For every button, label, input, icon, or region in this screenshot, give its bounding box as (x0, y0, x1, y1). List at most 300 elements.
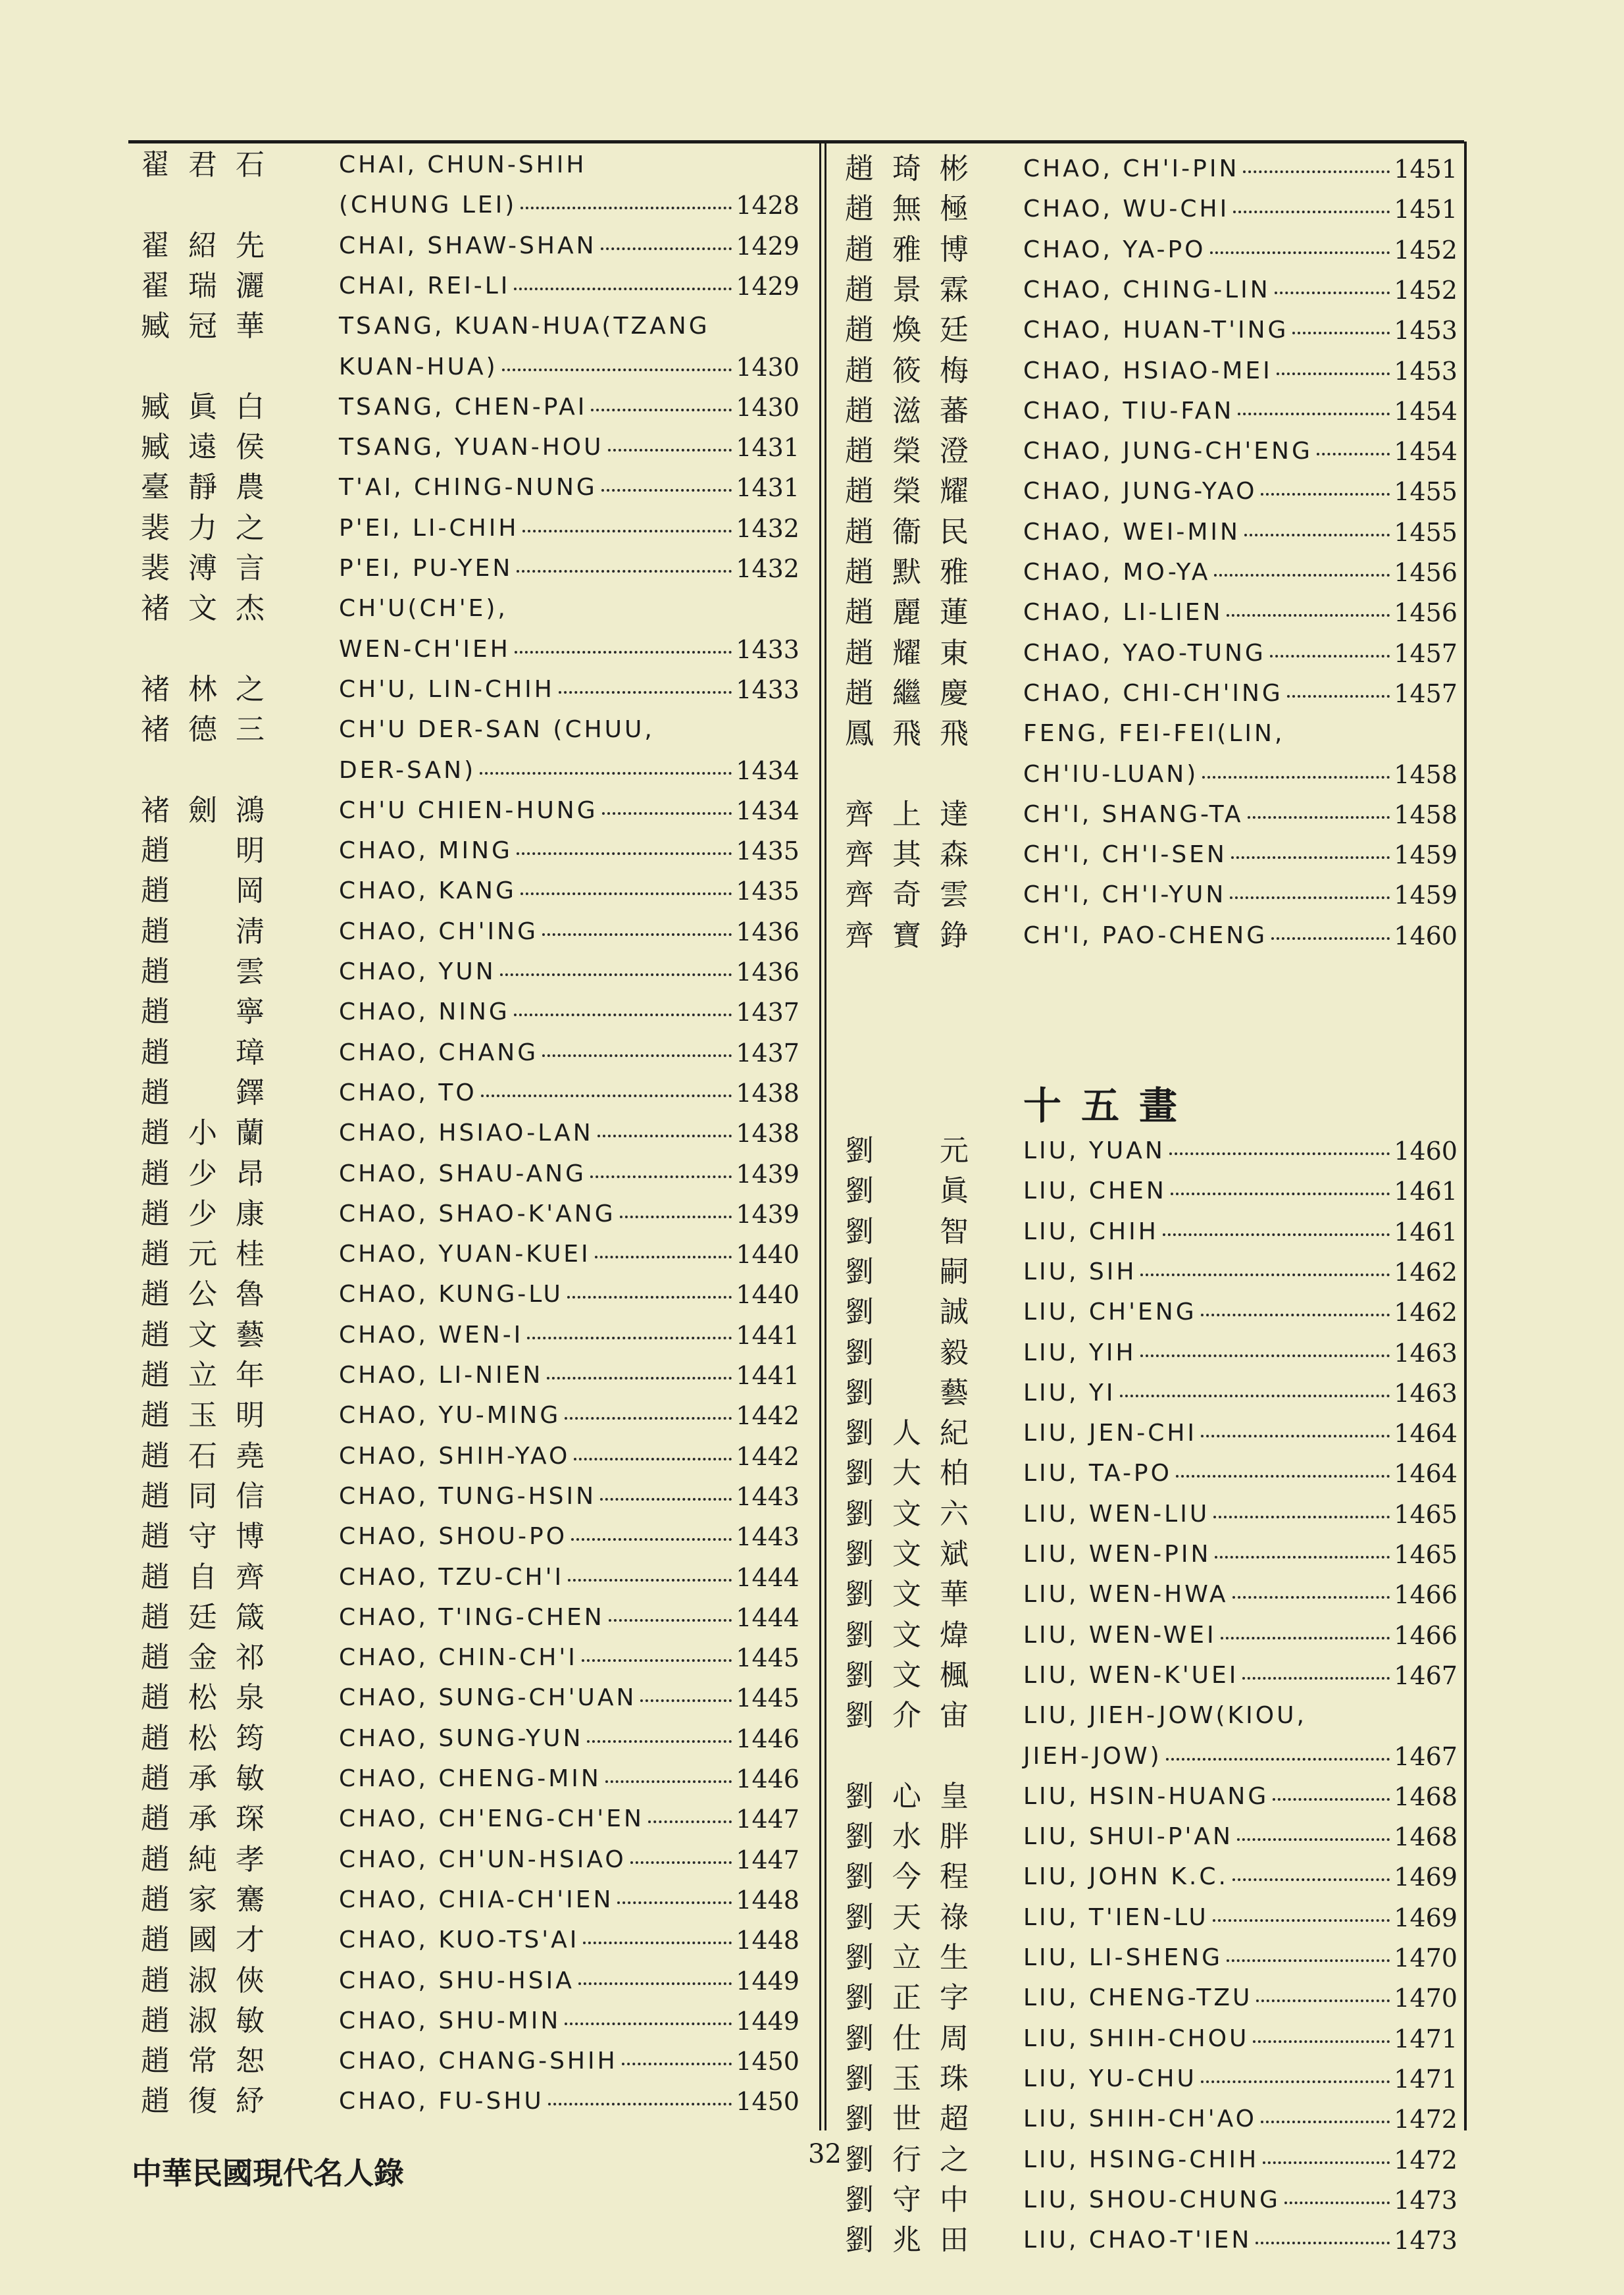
page-reference: 1436 (736, 917, 799, 946)
index-entry (832, 432, 1458, 471)
romanized-name: CHAO, LI-LIEN (1023, 599, 1223, 627)
chinese-character: 承 (188, 1802, 217, 1836)
romanized-name-line (1023, 1938, 1458, 1978)
chinese-character: 年 (236, 1358, 265, 1392)
chinese-character: 敏 (236, 2003, 265, 2038)
chinese-character: 衞 (892, 515, 921, 549)
index-entry (128, 912, 799, 952)
romanized-name: CH'IU-LUAN) (1023, 760, 1199, 788)
page-reference: 1433 (736, 675, 799, 704)
romanized-name: LIU, SHIH-CHOU (1023, 2024, 1250, 2052)
chinese-character: 劍 (188, 793, 217, 827)
chinese-character: 其 (892, 838, 921, 872)
chinese-character: 灑 (236, 269, 265, 303)
chinese-name (135, 993, 266, 1032)
romanized-name: CHAO, YAO-TUNG (1023, 639, 1266, 667)
chinese-character (890, 1212, 923, 1252)
chinese-character: 劉 (845, 2182, 874, 2217)
romanized-name: LIU, T'IEN-LU (1023, 1903, 1209, 1931)
chinese-character: 承 (188, 1762, 217, 1795)
chinese-character: 趙 (141, 1600, 170, 1634)
chinese-character: 超 (940, 2102, 969, 2136)
page-reference: 1457 (1394, 679, 1458, 708)
chinese-character: 劉 (845, 1537, 874, 1571)
index-entry (128, 428, 799, 467)
dot-leader (630, 1840, 732, 1864)
romanized-name: CH'I, SHANG-TA (1023, 800, 1244, 828)
romanized-name: CHAO, SHU-MIN (339, 2007, 561, 2034)
dot-leader (648, 1799, 732, 1823)
romanized-name-line (1023, 2221, 1458, 2260)
chinese-character: 智 (940, 1214, 969, 1249)
page-reference: 1466 (1394, 1620, 1458, 1650)
chinese-character: 翟 (141, 228, 170, 263)
index-entry (832, 875, 1458, 915)
romanized-name-line (339, 2042, 799, 2081)
chinese-character: 趙 (141, 2084, 170, 2119)
page-reference: 1430 (736, 352, 799, 382)
chinese-character: 寧 (236, 995, 265, 1029)
dot-leader (1253, 2019, 1390, 2043)
column-divider (819, 142, 826, 2130)
romanized-name-line (339, 1759, 799, 1799)
chinese-name (839, 1656, 971, 1695)
chinese-name (839, 432, 971, 471)
dot-leader (1317, 432, 1390, 455)
dot-leader (1140, 1333, 1390, 1357)
page-reference: 1469 (1394, 1863, 1458, 1892)
index-entry (832, 1777, 1458, 1817)
romanized-name: CHAO, CH'UN-HSIAO (339, 1845, 626, 1873)
chinese-character: 劉 (845, 2021, 874, 2055)
chinese-character (890, 1374, 923, 1413)
chinese-name (135, 831, 266, 871)
chinese-character: 煒 (940, 1618, 969, 1652)
page-reference: 1451 (1394, 155, 1458, 184)
page-reference: 1457 (1394, 638, 1458, 668)
romanized-name-line (339, 509, 799, 548)
chinese-character (186, 952, 219, 992)
page-reference: 1473 (1394, 2185, 1458, 2215)
index-entry (832, 1454, 1458, 1493)
chinese-character: 桂 (236, 1237, 265, 1272)
chinese-character: 天 (892, 1900, 921, 1934)
dot-leader (597, 1114, 732, 1137)
dot-leader (514, 267, 732, 290)
index-entry (128, 1316, 799, 1355)
page-reference: 1435 (736, 877, 799, 906)
page-reference: 1431 (736, 433, 799, 463)
romanized-name: CHAO, SHU-HSIA (339, 1967, 574, 1994)
page-reference: 1438 (736, 1119, 799, 1148)
chinese-character: 雲 (940, 878, 969, 912)
romanized-name: LIU, CHENG-TZU (1023, 1984, 1253, 2012)
romanized-name-line (1023, 432, 1458, 471)
index-entry (832, 593, 1458, 632)
dot-leader (517, 549, 732, 573)
chinese-character: 鴻 (236, 793, 265, 827)
index-entry (832, 2180, 1458, 2220)
page-reference: 1471 (1394, 2024, 1458, 2053)
chinese-name (839, 149, 971, 189)
romanized-name-line (1023, 1131, 1458, 1171)
index-entry (128, 1598, 799, 1637)
romanized-name-line (1023, 1252, 1458, 1292)
romanized-name: CHAO, YA-PO (1023, 236, 1206, 263)
dot-leader (567, 1275, 732, 1299)
romanized-name-line (339, 388, 799, 427)
chinese-character: 騫 (236, 1882, 265, 1917)
dot-leader (1171, 1172, 1390, 1195)
index-entry (128, 791, 799, 831)
romanized-name: CHAO, YU-MING (339, 1402, 561, 1430)
romanized-name-line (1023, 1575, 1458, 1614)
dot-leader (1231, 835, 1390, 859)
chinese-character: 臧 (141, 390, 170, 424)
dot-leader (582, 1638, 732, 1662)
romanized-name-line (339, 348, 799, 387)
chinese-name (839, 1696, 971, 1736)
index-entry (128, 1033, 799, 1073)
index-entry (128, 1275, 799, 1314)
index-entry (128, 993, 799, 1032)
romanized-name: LIU, CH'ENG (1023, 1299, 1197, 1326)
chinese-character: 行 (892, 2142, 921, 2177)
romanized-name-line (339, 1073, 799, 1113)
romanized-name: CHAO, WU-CHI (1023, 195, 1230, 223)
page-reference: 1436 (736, 958, 799, 987)
index-entry (832, 271, 1458, 310)
romanized-name-line (339, 751, 799, 790)
romanized-name: CHAO, CHIN-CH'I (339, 1644, 578, 1672)
romanized-name: LIU, JIEH-JOW(KIOU, (1023, 1702, 1307, 1730)
romanized-name-line (339, 1678, 799, 1718)
chinese-character: 小 (188, 1116, 217, 1150)
romanized-name-line (1023, 513, 1458, 552)
chinese-character: 趙 (845, 313, 874, 348)
chinese-character: 田 (940, 2223, 969, 2257)
index-entry (832, 1978, 1458, 2018)
chinese-character: 文 (892, 1658, 921, 1692)
chinese-character: 劉 (845, 1820, 874, 1854)
romanized-name-line (1023, 1374, 1458, 1413)
index-entry (128, 1235, 799, 1274)
chinese-character: 東 (940, 636, 969, 670)
chinese-name (135, 509, 266, 548)
romanized-name-line (339, 1921, 799, 1960)
chinese-name (135, 670, 266, 709)
dot-leader (517, 831, 732, 855)
chinese-name (135, 1073, 266, 1113)
chinese-character (186, 993, 219, 1032)
chinese-name (839, 1333, 971, 1373)
romanized-name: CHAO, SHIH-YAO (339, 1442, 571, 1470)
romanized-name-line (339, 1719, 799, 1759)
chinese-character: 趙 (141, 955, 170, 989)
dot-leader (622, 2042, 732, 2065)
romanized-name-line (339, 1316, 799, 1355)
page-reference: 1465 (1394, 1540, 1458, 1569)
chinese-character (890, 1333, 923, 1373)
romanized-name: CHAO, SUNG-CH'UAN (339, 1684, 637, 1712)
index-entry (832, 311, 1458, 350)
dot-leader (574, 1437, 732, 1460)
dot-leader (1256, 1978, 1390, 2002)
dot-leader (571, 1517, 732, 1541)
dot-leader (1201, 1293, 1390, 1316)
index-entry (832, 1374, 1458, 1413)
chinese-character: 趙 (141, 1197, 170, 1231)
page-reference: 1471 (1394, 2064, 1458, 2094)
chinese-character: 趙 (141, 1116, 170, 1150)
chinese-character: 水 (892, 1820, 921, 1854)
romanized-name: CHAO, JUNG-YAO (1023, 478, 1257, 505)
chinese-character: 趙 (141, 1520, 170, 1554)
romanized-name: CHAO, YUAN-KUEI (339, 1241, 591, 1268)
chinese-character (890, 1293, 923, 1332)
index-entry (832, 1898, 1458, 1938)
chinese-character: 之 (236, 511, 265, 545)
chinese-name (839, 1414, 971, 1453)
chinese-character: 劉 (845, 1254, 874, 1289)
romanized-name-line (339, 589, 799, 629)
chinese-character: 毅 (940, 1335, 969, 1370)
chinese-character: 遠 (188, 430, 217, 465)
chinese-character: 霖 (940, 272, 969, 307)
romanized-name-line (1023, 1172, 1458, 1211)
chinese-character: 劉 (845, 2102, 874, 2136)
chinese-character: 齊 (845, 878, 874, 912)
chinese-name (839, 634, 971, 673)
index-entry (128, 1921, 799, 1960)
page-reference: 1439 (736, 1199, 799, 1229)
page-reference: 1434 (736, 796, 799, 825)
dot-leader (617, 1880, 732, 1904)
page-reference: 1453 (1394, 356, 1458, 386)
chinese-name (135, 1356, 266, 1395)
index-entry (128, 952, 799, 992)
dot-leader (578, 1961, 732, 1985)
dot-leader (480, 751, 732, 775)
romanized-name-line (1023, 190, 1458, 229)
page-reference: 1444 (736, 1603, 799, 1632)
dot-leader (590, 1154, 732, 1178)
chinese-character: 楓 (940, 1658, 969, 1692)
chinese-name (135, 1033, 266, 1073)
chinese-character: 文 (892, 1497, 921, 1531)
romanized-name-line (339, 710, 799, 750)
dot-leader (587, 1719, 732, 1743)
page-reference: 1448 (736, 1926, 799, 1955)
chinese-name (135, 1678, 266, 1718)
romanized-name-line (339, 428, 799, 467)
chinese-character (186, 871, 219, 911)
chinese-name (839, 1454, 971, 1493)
romanized-name: CHAO, SHAU-ANG (339, 1160, 586, 1187)
dot-leader (1242, 1656, 1390, 1680)
chinese-character: 玉 (892, 2061, 921, 2096)
romanized-name-line (339, 549, 799, 588)
chinese-character: 趙 (845, 434, 874, 469)
index-entry (128, 1396, 799, 1435)
romanized-name: LIU, YU-CHU (1023, 2065, 1197, 2092)
chinese-character: 璋 (236, 1035, 265, 1070)
dot-leader (595, 1235, 732, 1258)
chinese-character: 紓 (236, 2084, 265, 2119)
chinese-name (135, 549, 266, 588)
page-reference: 1455 (1394, 517, 1458, 547)
index-entry (128, 468, 799, 507)
chinese-character: 趙 (141, 1560, 170, 1594)
romanized-name: TSANG, YUAN-HOU (339, 434, 604, 461)
chinese-character: 劉 (845, 1376, 874, 1410)
chinese-name (839, 674, 971, 713)
chinese-character: 三 (236, 713, 265, 747)
dot-leader (1237, 1817, 1390, 1841)
dot-leader (520, 186, 732, 209)
page-reference: 1447 (736, 1845, 799, 1874)
index-entry (128, 145, 799, 185)
chinese-character: 趙 (141, 874, 170, 908)
chinese-name (135, 1921, 266, 1960)
chinese-character: 繼 (892, 676, 921, 710)
chinese-name (839, 2140, 971, 2180)
dot-leader (542, 1033, 732, 1057)
chinese-name (839, 1978, 971, 2018)
romanized-name: CHAO, TZU-CH'I (339, 1563, 565, 1591)
index-entry (832, 1414, 1458, 1453)
chinese-character: 劉 (845, 1699, 874, 1733)
page-reference: 1428 (736, 191, 799, 220)
chinese-character: 祁 (236, 1641, 265, 1675)
dot-leader (1227, 1938, 1390, 1962)
page-reference: 1467 (1394, 1661, 1458, 1690)
chinese-character: 趙 (141, 995, 170, 1029)
chinese-character: 趙 (141, 1277, 170, 1312)
page-reference: 1453 (1394, 316, 1458, 346)
page-reference: 1473 (1394, 2226, 1458, 2256)
chinese-name (839, 1495, 971, 1534)
romanized-name-line (1023, 593, 1458, 632)
romanized-name: T'AI, CHING-NUNG (339, 474, 597, 502)
chinese-name (135, 1558, 266, 1597)
romanized-name: FENG, FEI-FEI(LIN, (1023, 720, 1285, 748)
chinese-character: 今 (892, 1860, 921, 1894)
romanized-name-line (1023, 2100, 1458, 2139)
chinese-character (890, 1131, 923, 1171)
chinese-character: 正 (892, 1981, 921, 2015)
chinese-character: 介 (892, 1699, 921, 1733)
page-reference: 1446 (736, 1765, 799, 1793)
dot-leader (1261, 472, 1390, 496)
chinese-character: 敏 (236, 1762, 265, 1795)
romanized-name-line (339, 1275, 799, 1314)
dot-leader (1213, 1898, 1390, 1922)
chinese-character: 趙 (141, 1923, 170, 1957)
chinese-character: 中 (940, 2182, 969, 2217)
dot-leader (568, 1558, 732, 1582)
dot-leader (620, 1195, 732, 1218)
romanized-name-line (1023, 472, 1458, 511)
chinese-character: 立 (892, 1941, 921, 1974)
page-reference: 1450 (736, 2087, 799, 2117)
romanized-name: CHAO, HUAN-T'ING (1023, 317, 1289, 344)
romanized-name-line (1023, 1857, 1458, 1897)
chinese-character: 玉 (188, 1399, 217, 1433)
chinese-name (839, 1374, 971, 1413)
chinese-name (135, 468, 266, 507)
dot-leader (1230, 875, 1390, 899)
romanized-name-line (339, 670, 799, 709)
chinese-character: 裴 (141, 511, 170, 545)
chinese-character: 紹 (188, 228, 217, 263)
romanized-name-line (339, 831, 799, 871)
chinese-character: 冠 (188, 309, 217, 344)
index-entry (832, 916, 1458, 956)
chinese-character: 淸 (236, 914, 265, 948)
romanized-name: LIU, SHOU-CHUNG (1023, 2186, 1281, 2213)
romanized-name: CHAO, CHENG-MIN (339, 1765, 601, 1792)
dot-leader (1169, 1131, 1390, 1155)
chinese-name (135, 428, 266, 467)
dot-leader (1277, 351, 1390, 375)
chinese-character: 世 (892, 2102, 921, 2136)
chinese-character: 胖 (940, 1820, 969, 1854)
chinese-character: 耀 (940, 475, 969, 509)
page-reference: 1470 (1394, 1984, 1458, 2013)
index-entry (832, 351, 1458, 391)
romanized-name: KUAN-HUA) (339, 353, 498, 380)
dot-leader (500, 952, 732, 976)
chinese-name (135, 1477, 266, 1516)
romanized-name-line (339, 1598, 799, 1637)
chinese-character: 趙 (141, 834, 170, 868)
chinese-character: 程 (940, 1860, 969, 1894)
chinese-name (135, 871, 266, 911)
romanized-name: CHAO, KUNG-LU (339, 1281, 563, 1308)
index-entry (832, 190, 1458, 229)
index-entry (832, 1938, 1458, 1978)
chinese-character: 達 (940, 797, 969, 831)
romanized-name: P'EI, LI-CHIH (339, 514, 519, 542)
chinese-character: 劉 (845, 1900, 874, 1934)
chinese-character: 翟 (141, 269, 170, 303)
romanized-name: CH'U CHIEN-HUNG (339, 796, 598, 824)
romanized-name: CHAO, YUN (339, 958, 496, 985)
index-entry (832, 392, 1458, 431)
chinese-character: 蕃 (940, 394, 969, 428)
romanized-name: CH'I, CH'I-SEN (1023, 841, 1227, 869)
romanized-name: CHAO, KUO-TS'AI (339, 1926, 580, 1954)
chinese-character: 筱 (892, 353, 921, 388)
romanized-name-line (1023, 1293, 1458, 1332)
chinese-character (890, 1172, 923, 1211)
dot-leader (527, 1316, 732, 1339)
chinese-character: 梅 (940, 353, 969, 388)
chinese-character: 劉 (845, 1134, 874, 1168)
chinese-name (839, 230, 971, 270)
page-reference: 1468 (1394, 1782, 1458, 1811)
romanized-name-line (1023, 1535, 1458, 1574)
index-entry (832, 674, 1458, 713)
romanized-name-line (1023, 1777, 1458, 1817)
index-entry (832, 2140, 1458, 2180)
chinese-character: 六 (940, 1497, 969, 1531)
chinese-name (135, 1275, 266, 1314)
chinese-name (839, 1212, 971, 1252)
page-reference: 1439 (736, 1159, 799, 1189)
romanized-name: DER-SAN) (339, 756, 476, 784)
